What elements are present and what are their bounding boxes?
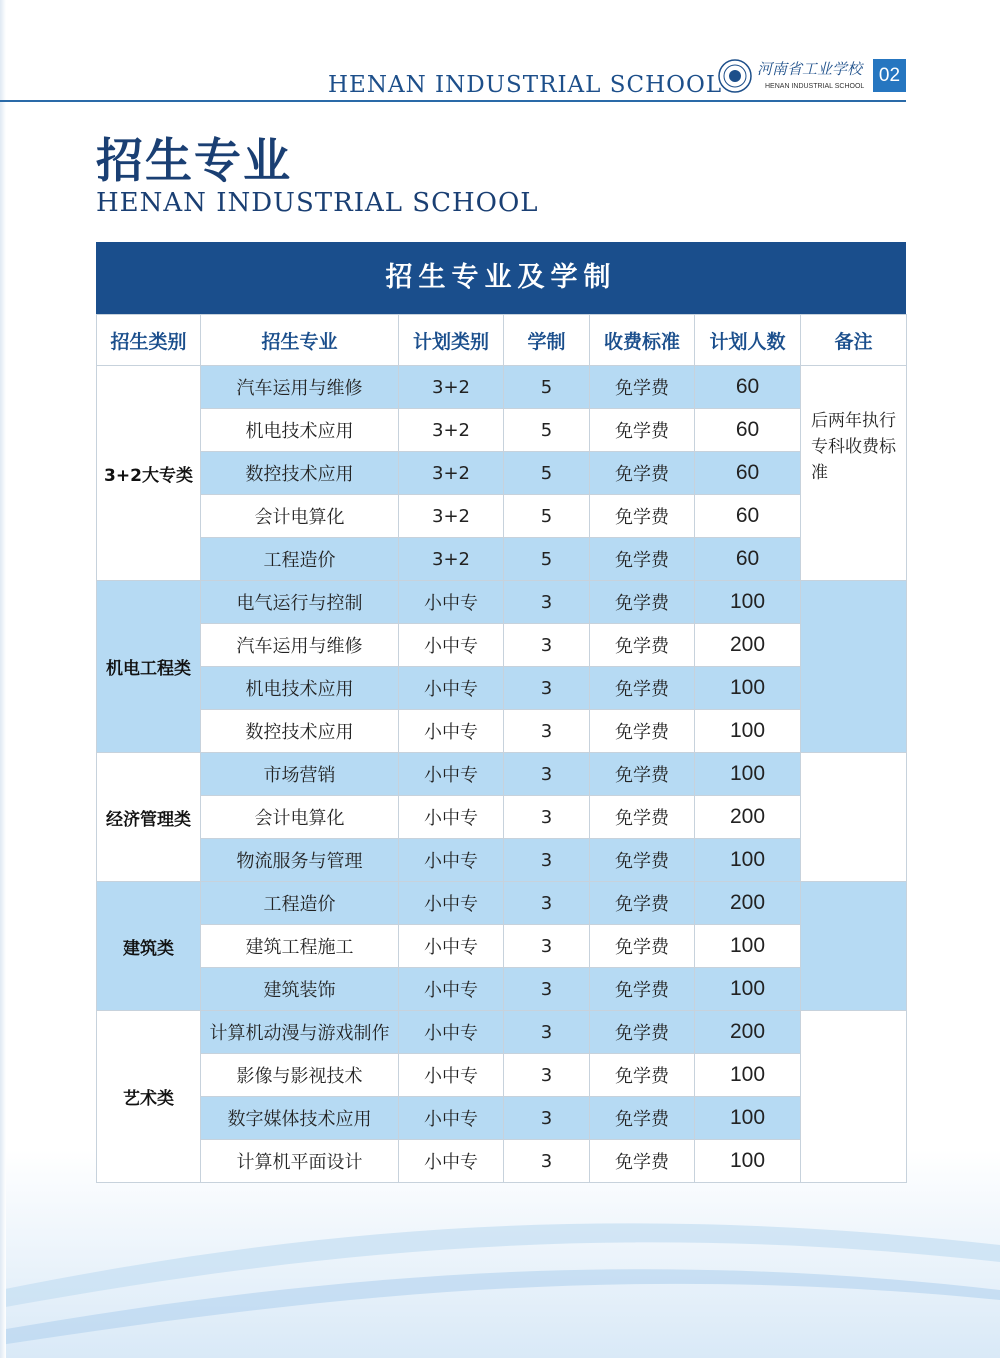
- duration-cell: 5: [504, 366, 590, 409]
- major-cell: 数控技术应用: [201, 710, 399, 753]
- school-name-cn: 河南省工业学校: [757, 60, 863, 78]
- major-cell: 市场营销: [201, 753, 399, 796]
- quota-cell: 200: [695, 1011, 801, 1054]
- quota-cell: 100: [695, 968, 801, 1011]
- plan-type-cell: 小中专: [399, 796, 504, 839]
- category-cell: 3+2大专类: [97, 366, 201, 581]
- table-row: [97, 796, 907, 839]
- table-row: [97, 710, 907, 753]
- major-cell: 电气运行与控制: [201, 581, 399, 624]
- fee-cell: 免学费: [590, 968, 695, 1011]
- plan-type-cell: 小中专: [399, 624, 504, 667]
- fee-cell: 免学费: [590, 667, 695, 710]
- table-row: [97, 882, 907, 925]
- table-title: 招生专业及学制: [96, 242, 906, 314]
- major-cell: 数控技术应用: [201, 452, 399, 495]
- duration-cell: 3: [504, 667, 590, 710]
- fee-cell: 免学费: [590, 366, 695, 409]
- quota-cell: 100: [695, 839, 801, 882]
- quota-cell: 200: [695, 796, 801, 839]
- table-row: [97, 452, 907, 495]
- fee-cell: 免学费: [590, 925, 695, 968]
- note-cell: [801, 753, 907, 882]
- plan-type-cell: 小中专: [399, 667, 504, 710]
- duration-cell: 5: [504, 538, 590, 581]
- left-edge-rule: [0, 0, 6, 1358]
- table-row: [97, 538, 907, 581]
- header-divider: [0, 100, 906, 102]
- major-cell: 建筑装饰: [201, 968, 399, 1011]
- plan-type-cell: 小中专: [399, 1054, 504, 1097]
- header-duration: 学制: [504, 315, 590, 366]
- table-row: [97, 667, 907, 710]
- major-cell: 会计电算化: [201, 796, 399, 839]
- duration-cell: 3: [504, 968, 590, 1011]
- page-number-badge: 02: [873, 59, 906, 92]
- plan-type-cell: 小中专: [399, 1097, 504, 1140]
- duration-cell: 3: [504, 1054, 590, 1097]
- table-row: [97, 581, 907, 624]
- quota-cell: 100: [695, 710, 801, 753]
- category-cell: 机电工程类: [97, 581, 201, 753]
- header-school-name: HENAN INDUSTRIAL SCHOOL: [328, 72, 723, 98]
- school-logo-icon: [718, 59, 752, 93]
- school-name-en-small: HENAN INDUSTRIAL SCHOOL: [765, 83, 865, 90]
- table-row: [97, 753, 907, 796]
- major-cell: 计算机动漫与游戏制作: [201, 1011, 399, 1054]
- quota-cell: 100: [695, 1140, 801, 1183]
- duration-cell: 3: [504, 839, 590, 882]
- quota-cell: 100: [695, 925, 801, 968]
- header-note: 备注: [801, 315, 907, 366]
- table-row: [97, 366, 907, 409]
- plan-type-cell: 小中专: [399, 1140, 504, 1183]
- note-cell: [801, 882, 907, 1011]
- major-cell: 工程造价: [201, 538, 399, 581]
- major-cell: 汽车运用与维修: [201, 624, 399, 667]
- major-cell: 机电技术应用: [201, 667, 399, 710]
- quota-cell: 200: [695, 882, 801, 925]
- table-row: [97, 624, 907, 667]
- quota-cell: 100: [695, 667, 801, 710]
- category-cell: 经济管理类: [97, 753, 201, 882]
- duration-cell: 3: [504, 1011, 590, 1054]
- quota-cell: 200: [695, 624, 801, 667]
- plan-type-cell: 小中专: [399, 581, 504, 624]
- fee-cell: 免学费: [590, 882, 695, 925]
- category-cell: 建筑类: [97, 882, 201, 1011]
- duration-cell: 3: [504, 753, 590, 796]
- table-row: [97, 1097, 907, 1140]
- fee-cell: 免学费: [590, 495, 695, 538]
- major-cell: 物流服务与管理: [201, 839, 399, 882]
- header-fee: 收费标准: [590, 315, 695, 366]
- plan-type-cell: 小中专: [399, 925, 504, 968]
- category-cell: 艺术类: [97, 1011, 201, 1183]
- fee-cell: 免学费: [590, 1140, 695, 1183]
- majors-table: [96, 314, 907, 1183]
- fee-cell: 免学费: [590, 581, 695, 624]
- quota-cell: 100: [695, 753, 801, 796]
- major-cell: 计算机平面设计: [201, 1140, 399, 1183]
- quota-cell: 60: [695, 409, 801, 452]
- quota-cell: 100: [695, 581, 801, 624]
- duration-cell: 5: [504, 452, 590, 495]
- fee-cell: 免学费: [590, 839, 695, 882]
- plan-type-cell: 小中专: [399, 968, 504, 1011]
- duration-cell: 3: [504, 710, 590, 753]
- duration-cell: 3: [504, 796, 590, 839]
- fee-cell: 免学费: [590, 1011, 695, 1054]
- table-row: [97, 495, 907, 538]
- major-cell: 数字媒体技术应用: [201, 1097, 399, 1140]
- plan-type-cell: 3+2: [399, 538, 504, 581]
- plan-type-cell: 小中专: [399, 753, 504, 796]
- table-row: [97, 1054, 907, 1097]
- plan-type-cell: 小中专: [399, 839, 504, 882]
- table-row: [97, 409, 907, 452]
- quota-cell: 100: [695, 1097, 801, 1140]
- major-cell: 建筑工程施工: [201, 925, 399, 968]
- quota-cell: 60: [695, 495, 801, 538]
- page-title: 招生专业: [96, 134, 292, 189]
- quota-cell: 100: [695, 1054, 801, 1097]
- fee-cell: 免学费: [590, 1054, 695, 1097]
- duration-cell: 5: [504, 409, 590, 452]
- plan-type-cell: 3+2: [399, 366, 504, 409]
- major-cell: 会计电算化: [201, 495, 399, 538]
- fee-cell: 免学费: [590, 753, 695, 796]
- duration-cell: 3: [504, 1097, 590, 1140]
- plan-type-cell: 小中专: [399, 710, 504, 753]
- note-cell: [801, 1011, 907, 1183]
- quota-cell: 60: [695, 452, 801, 495]
- header-category: 招生类别: [97, 315, 201, 366]
- quota-cell: 60: [695, 366, 801, 409]
- major-cell: 机电技术应用: [201, 409, 399, 452]
- plan-type-cell: 3+2: [399, 409, 504, 452]
- plan-type-cell: 3+2: [399, 495, 504, 538]
- duration-cell: 3: [504, 925, 590, 968]
- header-quota: 计划人数: [695, 315, 801, 366]
- fee-cell: 免学费: [590, 796, 695, 839]
- table-row: [97, 968, 907, 1011]
- note-cell: [801, 581, 907, 753]
- fee-cell: 免学费: [590, 710, 695, 753]
- duration-cell: 3: [504, 1140, 590, 1183]
- fee-cell: 免学费: [590, 538, 695, 581]
- duration-cell: 3: [504, 624, 590, 667]
- major-cell: 影像与影视技术: [201, 1054, 399, 1097]
- note-cell: 后两年执行专科收费标准: [801, 366, 907, 581]
- fee-cell: 免学费: [590, 452, 695, 495]
- fee-cell: 免学费: [590, 1097, 695, 1140]
- header-major: 招生专业: [201, 315, 399, 366]
- fee-cell: 免学费: [590, 624, 695, 667]
- quota-cell: 60: [695, 538, 801, 581]
- admissions-table: [96, 242, 906, 1183]
- plan-type-cell: 3+2: [399, 452, 504, 495]
- duration-cell: 3: [504, 882, 590, 925]
- table-row: [97, 839, 907, 882]
- major-cell: 汽车运用与维修: [201, 366, 399, 409]
- duration-cell: 5: [504, 495, 590, 538]
- page-subtitle: HENAN INDUSTRIAL SCHOOL: [96, 188, 539, 218]
- duration-cell: 3: [504, 581, 590, 624]
- header-plan-type: 计划类别: [399, 315, 504, 366]
- fee-cell: 免学费: [590, 409, 695, 452]
- table-row: [97, 925, 907, 968]
- table-row: [97, 1011, 907, 1054]
- major-cell: 工程造价: [201, 882, 399, 925]
- table-header-row: [97, 315, 907, 366]
- plan-type-cell: 小中专: [399, 882, 504, 925]
- table-row: [97, 1140, 907, 1183]
- plan-type-cell: 小中专: [399, 1011, 504, 1054]
